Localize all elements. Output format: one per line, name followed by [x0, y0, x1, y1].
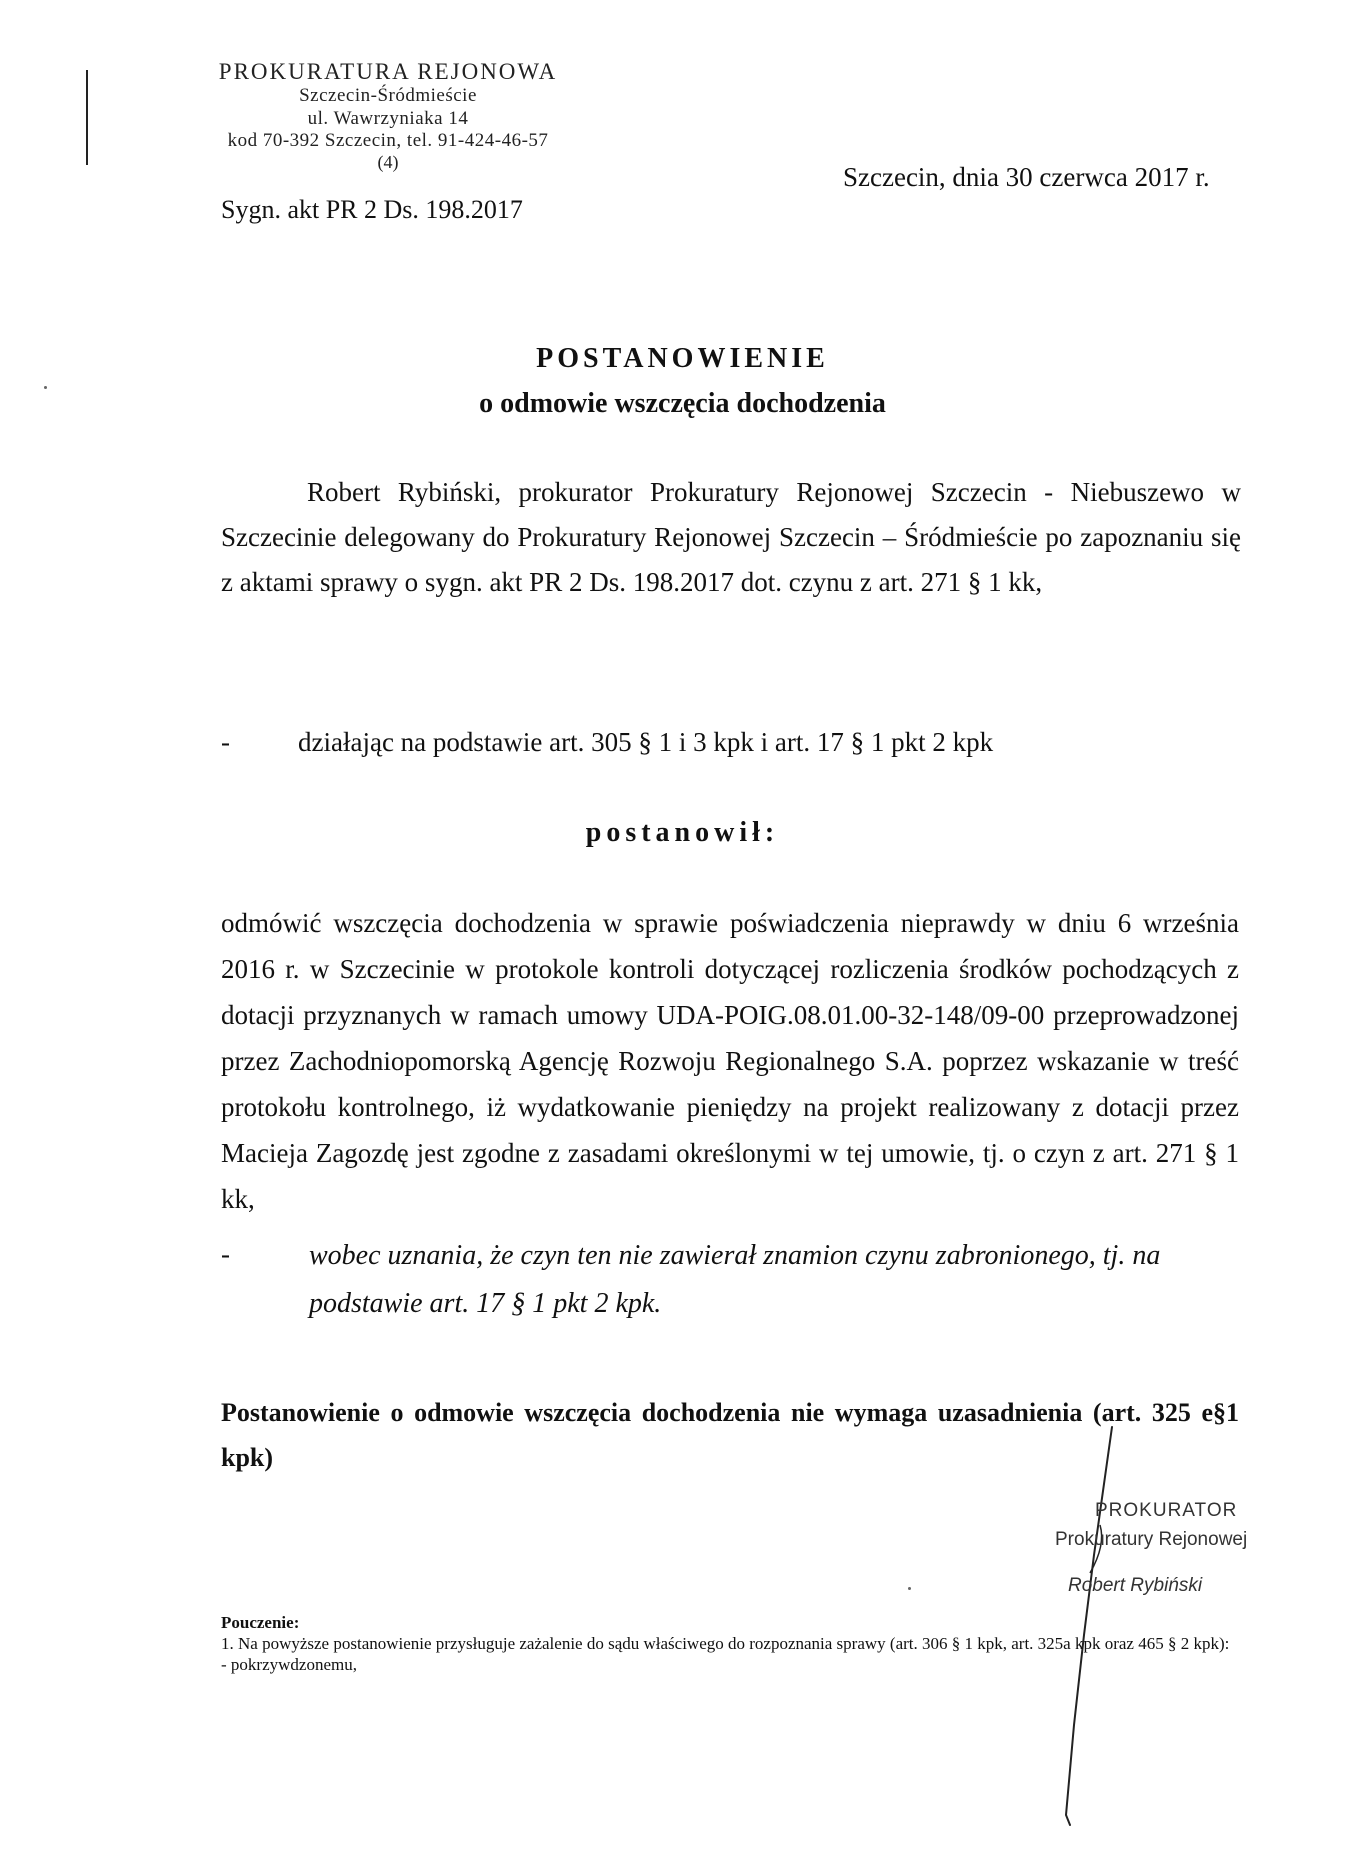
bullet-dash: -: [221, 1239, 230, 1269]
intro-paragraph: Robert Rybiński, prokurator Prokuratury Rejonowej Szczecin - Niebuszewo w Szczecinie delegowany do Prokuratury Rejonowej Szczecin – Śródmieście po zapoznaniu się z aktami sprawy o sygn. akt PR 2 Ds. 198.2017 dot. czynu z art. 271 § 1 kk,: [221, 477, 1241, 597]
place-date: Szczecin, dnia 30 czerwca 2017 r.: [843, 162, 1210, 192]
scan-speck: [44, 386, 47, 389]
stamp-office-name: PROKURATURA REJONOWA: [218, 59, 558, 84]
document-title: POSTANOWIENIE: [536, 343, 829, 374]
instruction-section: [221, 1612, 1241, 1675]
instruction-line: 1. Na powyższe postanowienie przysługuje zażalenie do sądu właściwego do rozpoznania sprawy (art. 306 § 1 kpk, art. 325a kpk oraz 465 § 2 kpk):: [221, 1634, 1230, 1653]
document-subtitle: o odmowie wszczęcia dochodzenia: [479, 388, 886, 419]
stamp-role: PROKURATOR: [1095, 1500, 1238, 1521]
decision-heading: postanowił:: [585, 817, 780, 848]
instruction-heading: Pouczenie:: [221, 1613, 300, 1632]
office-stamp: [188, 58, 588, 174]
instruction-line: - pokrzywdzonemu,: [221, 1655, 357, 1674]
scan-speck: [908, 1587, 911, 1590]
margin-mark: [86, 70, 88, 165]
stamp-unit: Prokuratury Rejonowej: [1055, 1529, 1248, 1550]
stamp-district: Szczecin-Śródmieście: [299, 85, 477, 107]
final-note: Postanowienie o odmowie wszczęcia dochodzenia nie wymaga uzasadnienia (art. 325 e§1 kpk): [221, 1398, 1239, 1472]
stamp-person-name: Robert Rybiński: [1068, 1575, 1203, 1596]
decision-reason-text: wobec uznania, że czyn ten nie zawierał znamion czynu zabronionego, tj. na podstawie art. 17 § 1 pkt 2 kpk.: [309, 1240, 1161, 1319]
bullet-dash: -: [221, 727, 230, 757]
stamp-street: ul. Wawrzyniaka 14: [307, 107, 469, 129]
legal-basis-text: działając na podstawie art. 305 § 1 i 3 kpk i art. 17 § 1 pkt 2 kpk: [298, 727, 994, 757]
stamp-contact: kod 70-392 Szczecin, tel. 91-424-46-57: [227, 129, 549, 151]
case-reference: Sygn. akt PR 2 Ds. 198.2017: [221, 195, 523, 224]
decision-paragraph: odmówić wszczęcia dochodzenia w sprawie poświadczenia nieprawdy w dniu 6 września 2016 r. w Szczecinie w protokole kontroli dotyczącej rozliczenia środków pochodzących z dotacji przyznanych w ramach umowy UDA-POIG.08.01.00-32-148/09-00 przeprowadzonej przez Zachodniopomorską Agencję Rozwoju Regionalnego S.A. poprzez wskazanie w treść protokołu kontrolnego, iż wydatkowanie pieniędzy na projekt realizowany z dotacji przez Macieja Zagozdę jest zgodne z zasadami określonymi w tej umowie, tj. o czyn z art. 271 § 1 kk,: [221, 908, 1239, 1214]
stamp-number: (4): [377, 152, 399, 173]
